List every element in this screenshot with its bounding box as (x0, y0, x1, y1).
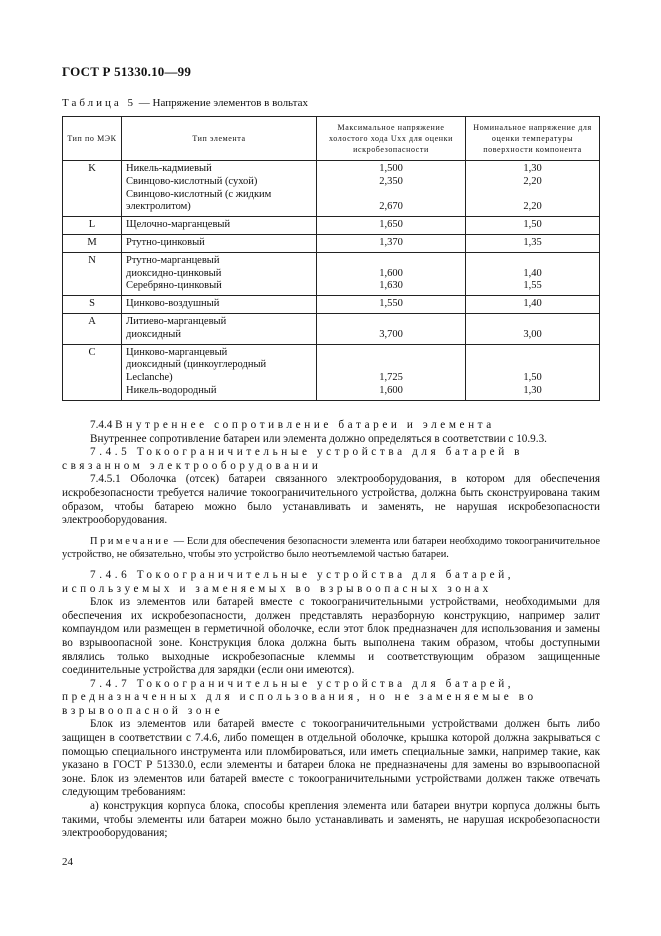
nominal-voltage-value: 2,20 (523, 175, 542, 187)
element-type-line: Литиево-марганцевый (126, 315, 227, 327)
cell-nominal-voltage (466, 217, 600, 235)
max-voltage-value: 1,725 (379, 372, 403, 384)
cell-nominal-voltage (466, 344, 600, 400)
nominal-voltage-value (470, 359, 595, 372)
cell-nominal-voltage (466, 161, 600, 217)
cell-nominal-voltage (466, 296, 600, 314)
nominal-voltage-value: 1,35 (523, 236, 542, 248)
element-type-line: Свинцово-кислотный (сухой) (126, 175, 258, 187)
section-7-4-4-title: Внутреннее сопротивление батареи и элемента (115, 419, 495, 431)
iec-type-code: A (88, 315, 96, 327)
table-row (63, 217, 600, 235)
max-voltage-value: 1,650 (379, 219, 403, 231)
body-text (62, 419, 600, 841)
max-voltage-value: 3,700 (379, 328, 403, 340)
section-7-4-5-1-body: 7.4.5.1 Оболочка (отсек) батареи связанного электрооборудования, в котором для обеспечения искробезопасности требуется наличие токоограничительного устройства, должна быть сконструирована таким образом, чтобы батарею можно было устанавливать и заменять, не нарушая искробезопасности электрооборудования. (62, 473, 600, 527)
max-voltage-value: 2,350 (379, 175, 403, 187)
element-type-line: Щелочно-марганцевый (126, 219, 231, 231)
col-header-iec-type: Тип по МЭК (63, 117, 122, 161)
nominal-voltage-value: 1,50 (523, 372, 542, 384)
table-row (63, 161, 600, 217)
iec-type-code: L (88, 219, 96, 231)
nominal-voltage-value: 1,40 (523, 298, 542, 310)
cell-element-type (122, 313, 317, 344)
section-7-4-4-heading (62, 419, 600, 433)
cell-element-type (122, 296, 317, 314)
cell-iec-type (63, 252, 122, 295)
max-voltage-value (321, 347, 461, 360)
nominal-voltage-value: 2,20 (523, 201, 542, 213)
cell-nominal-voltage (466, 313, 600, 344)
cell-nominal-voltage (466, 252, 600, 295)
section-7-4-6-heading: 7.4.6 Токоограничительные устройства для батарей, используемых и заменяемых во взрывоопасных зонах (62, 568, 515, 595)
element-type-line: Свинцово-кислотный (с жидким (126, 188, 272, 200)
max-voltage-value (321, 189, 461, 202)
cell-element-type (122, 252, 317, 295)
iec-type-code: N (88, 254, 96, 266)
cell-max-voltage (317, 161, 466, 217)
max-voltage-value: 1,600 (379, 267, 403, 279)
cell-max-voltage (317, 252, 466, 295)
table-row (63, 234, 600, 252)
max-voltage-value (321, 255, 461, 268)
table-row (63, 296, 600, 314)
col-header-max-voltage: Максимальное напряжение холостого хода Uхх для оценки искробезопасности (317, 117, 466, 161)
table-header-row (63, 117, 600, 161)
table-row (63, 313, 600, 344)
table-caption (62, 97, 308, 109)
cell-max-voltage (317, 296, 466, 314)
section-7-4-4-number: 7.4.4 (90, 419, 113, 431)
cell-max-voltage (317, 234, 466, 252)
nominal-voltage-value (470, 255, 595, 268)
max-voltage-value (321, 359, 461, 372)
max-voltage-value: 1,550 (379, 298, 403, 310)
element-type-line: диоксидно-цинковый (126, 267, 222, 279)
element-type-line: диоксидный (126, 328, 181, 340)
max-voltage-value: 1,600 (379, 384, 403, 396)
nominal-voltage-value: 1,30 (523, 163, 542, 174)
max-voltage-value: 1,370 (379, 236, 403, 248)
iec-type-code: S (89, 298, 95, 310)
nominal-voltage-value: 1,55 (523, 280, 542, 292)
cell-max-voltage (317, 344, 466, 400)
element-type-line: Ртутно-марганцевый (126, 254, 220, 266)
table-caption-rest: — Напряжение элементов в вольтах (136, 97, 308, 109)
element-type-line: диоксидный (цинкоуглеродный (126, 359, 267, 371)
element-type-line: Никель-кадмиевый (126, 163, 212, 174)
note (62, 535, 600, 562)
iec-type-code: M (87, 236, 97, 248)
element-type-line: Серебряно-цинковый (126, 280, 222, 292)
voltage-table (62, 116, 600, 401)
cell-iec-type (63, 217, 122, 235)
table-row (63, 252, 600, 295)
cell-iec-type (63, 234, 122, 252)
cell-element-type (122, 217, 317, 235)
cell-nominal-voltage (466, 234, 600, 252)
nominal-voltage-value (470, 316, 595, 329)
table-body (63, 161, 600, 401)
element-type-line: электролитом) (126, 201, 191, 213)
section-7-4-4-body: Внутреннее сопротивление батареи или элемента должно определяться в соответствии с 10.9.3. (90, 432, 547, 445)
element-type-line: Ртутно-цинковый (126, 236, 205, 248)
element-type-line: Цинково-марганцевый (126, 346, 228, 358)
iec-type-code: K (88, 163, 96, 174)
iec-type-code: C (88, 346, 96, 358)
nominal-voltage-value (470, 347, 595, 360)
max-voltage-value: 1,630 (379, 280, 403, 292)
max-voltage-value: 1,500 (379, 163, 403, 174)
nominal-voltage-value (470, 189, 595, 202)
col-header-element-type: Тип элемента (122, 117, 317, 161)
cell-iec-type (63, 296, 122, 314)
max-voltage-value (321, 316, 461, 329)
element-type-line: Цинково-воздушный (126, 298, 220, 310)
note-label: Примечание (90, 535, 171, 547)
cell-element-type (122, 234, 317, 252)
table-row (63, 344, 600, 400)
element-type-line: Никель-водородный (126, 384, 217, 396)
cell-element-type (122, 344, 317, 400)
cell-max-voltage (317, 313, 466, 344)
col-header-nominal-voltage: Номинальное напряжение для оценки температуры поверхности компонента (466, 117, 600, 161)
section-7-4-7-item-a: а) конструкция корпуса блока, способы крепления элемента или батареи внутри корпуса должны быть такими, чтобы элементы или батареи можно было устанавливать и заменять, не нарушая искробезопасности электрооборудования; (62, 800, 600, 840)
cell-iec-type (63, 161, 122, 217)
table-caption-prefix: Таблица 5 (62, 97, 137, 109)
section-7-4-7-body: Блок из элементов или батарей вместе с токоограничительными устройствами должен быть либо защищен в соответствии с 7.4.6, либо помещен в отдельной оболочке, крышка которой должна закрываться с помощью специального инструмента или пломбироваться, или иметь специальные замки, например такие, как указано в ГОСТ Р 51330.0, если элементы и батареи блока не предназначены для замены во взрывоопасной зоне. Блок из элементов или батарей вместе с токоограничительными устройствами должен также отвечать следующим требованиям: (62, 718, 600, 799)
nominal-voltage-value: 1,30 (523, 384, 542, 396)
page-number: 24 (62, 856, 73, 868)
section-7-4-6-body: Блок из элементов или батарей вместе с токоограничительными устройствами, необходимыми для обеспечения их искробезопасности, должен представлять неразборную конструкцию, например залит компаундом или размещен в герметичной оболочке, если этот блок предназначен для использования и замены во взрывоопасной зоне. Конструкция блока должна быть выполнена таким образом, чтобы доступными являлись только выходные искробезопасные клеммы и соответствующим образом защищенные соединительные устройства для зарядки (если они имеются). (62, 596, 600, 677)
note-body: — Если для обеспечения безопасности элемента или батареи необходимо токоограничительное устройство, не обязательно, чтобы это устройство было неотъемлемой частью батареи. (62, 535, 600, 561)
nominal-voltage-value: 3,00 (523, 328, 542, 340)
nominal-voltage-value: 1,40 (523, 267, 542, 279)
section-7-4-5-heading: 7.4.5 Токоограничительные устройства для батарей в связанном электрооборудовании (62, 446, 524, 472)
cell-iec-type (63, 344, 122, 400)
cell-element-type (122, 161, 317, 217)
element-type-line: Leclanche) (126, 372, 173, 384)
max-voltage-value: 2,670 (379, 201, 403, 213)
nominal-voltage-value: 1,50 (523, 219, 542, 231)
document-header: ГОСТ Р 51330.10—99 (62, 64, 192, 79)
cell-max-voltage (317, 217, 466, 235)
section-7-4-7-heading: 7.4.7 Токоограничительные устройства для батарей, предназначенных для использования, но не заменяемые во взрывоопасной зоне (62, 677, 537, 717)
cell-iec-type (63, 313, 122, 344)
